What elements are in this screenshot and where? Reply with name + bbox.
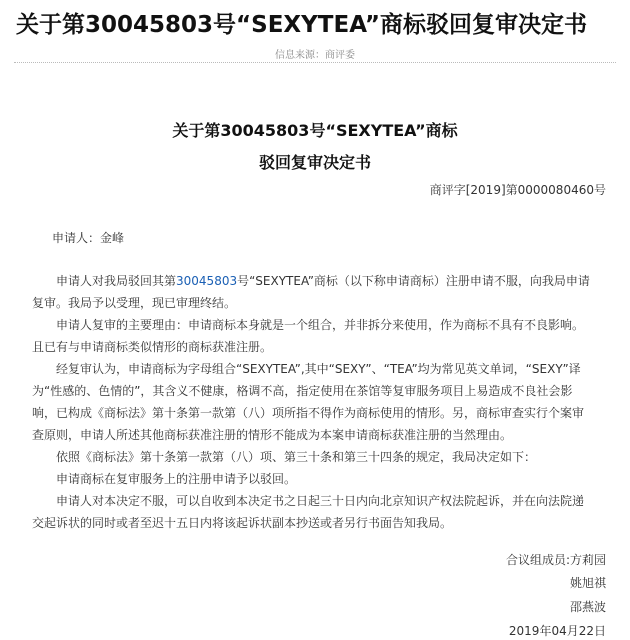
paragraph-basis: 依照《商标法》第十条第一款第（八）项、第三十条和第三十四条的规定，我局决定如下： bbox=[56, 450, 537, 464]
paragraph-decision: 申请商标在复审服务上的注册申请予以驳回。 bbox=[56, 472, 297, 486]
source-value: 商评委 bbox=[325, 50, 355, 61]
p1-before: 申请人对我局驳回其第 bbox=[56, 274, 177, 288]
panel-member-2: 姚旭祺 bbox=[569, 576, 606, 590]
paragraph-reasons: 申请人复审的主要理由：申请商标本身就是一个组合，并非拆分来使用，作为商标不具有不良影响。且已有与申请商标类似情形的商标获准注册。 bbox=[32, 318, 585, 354]
decision-date: 2019年04月22日 bbox=[508, 624, 606, 638]
page-title: 关于第30045803号“SEXYTEA”商标驳回复审决定书 bbox=[16, 12, 588, 38]
p1-after: 号“SEXYTEA”商标（以下称申请商标）注册申请不服，向我局申请复审。我局予以受理，现已审理终结。 bbox=[32, 274, 590, 310]
source-label: 信息来源： bbox=[275, 50, 325, 61]
document-number: 商评字[2019]第0000080460号 bbox=[429, 183, 606, 197]
document-title-line1: 关于第30045803号“SEXYTEA”商标 bbox=[172, 121, 458, 140]
trademark-number-link[interactable]: 30045803 bbox=[176, 274, 238, 288]
source-line bbox=[0, 46, 630, 61]
panel-members: 合议组成员:方莉园 bbox=[505, 553, 606, 567]
applicant-name: 金峰 bbox=[100, 231, 125, 245]
paragraph-request bbox=[32, 270, 592, 314]
document-body bbox=[32, 270, 592, 534]
panel-member-3: 邵燕波 bbox=[569, 600, 606, 614]
document-title-line2: 驳回复审决定书 bbox=[258, 153, 371, 172]
paragraph-appeal: 申请人对本决定不服，可以自收到本决定书之日起三十日内向北京知识产权法院起诉，并在向法院递交起诉状的同时或者至迟十五日内将该起诉状副本抄送或者另行书面告知我局。 bbox=[32, 494, 585, 530]
applicant-line bbox=[52, 229, 124, 246]
header-divider bbox=[14, 62, 616, 63]
applicant-label: 申请人： bbox=[52, 231, 101, 245]
paragraph-review: 经复审认为，申请商标为字母组合“SEXYTEA”,其中“SEXY”、“TEA”均为常见英文单词，“SEXY”译为“性感的、色情的”，其含义不健康，格调不高，指定使用在茶馆等复审服务项目上易造成不良社会影响，已构成《商标法》第十条第一款第（八）项所指不得作为商标使用的情形。另，商标审查实行个案审查原则，申请人所述其他商标获准注册的情形不能成为本案申请商标获准注册的当然理由。 bbox=[32, 362, 585, 442]
